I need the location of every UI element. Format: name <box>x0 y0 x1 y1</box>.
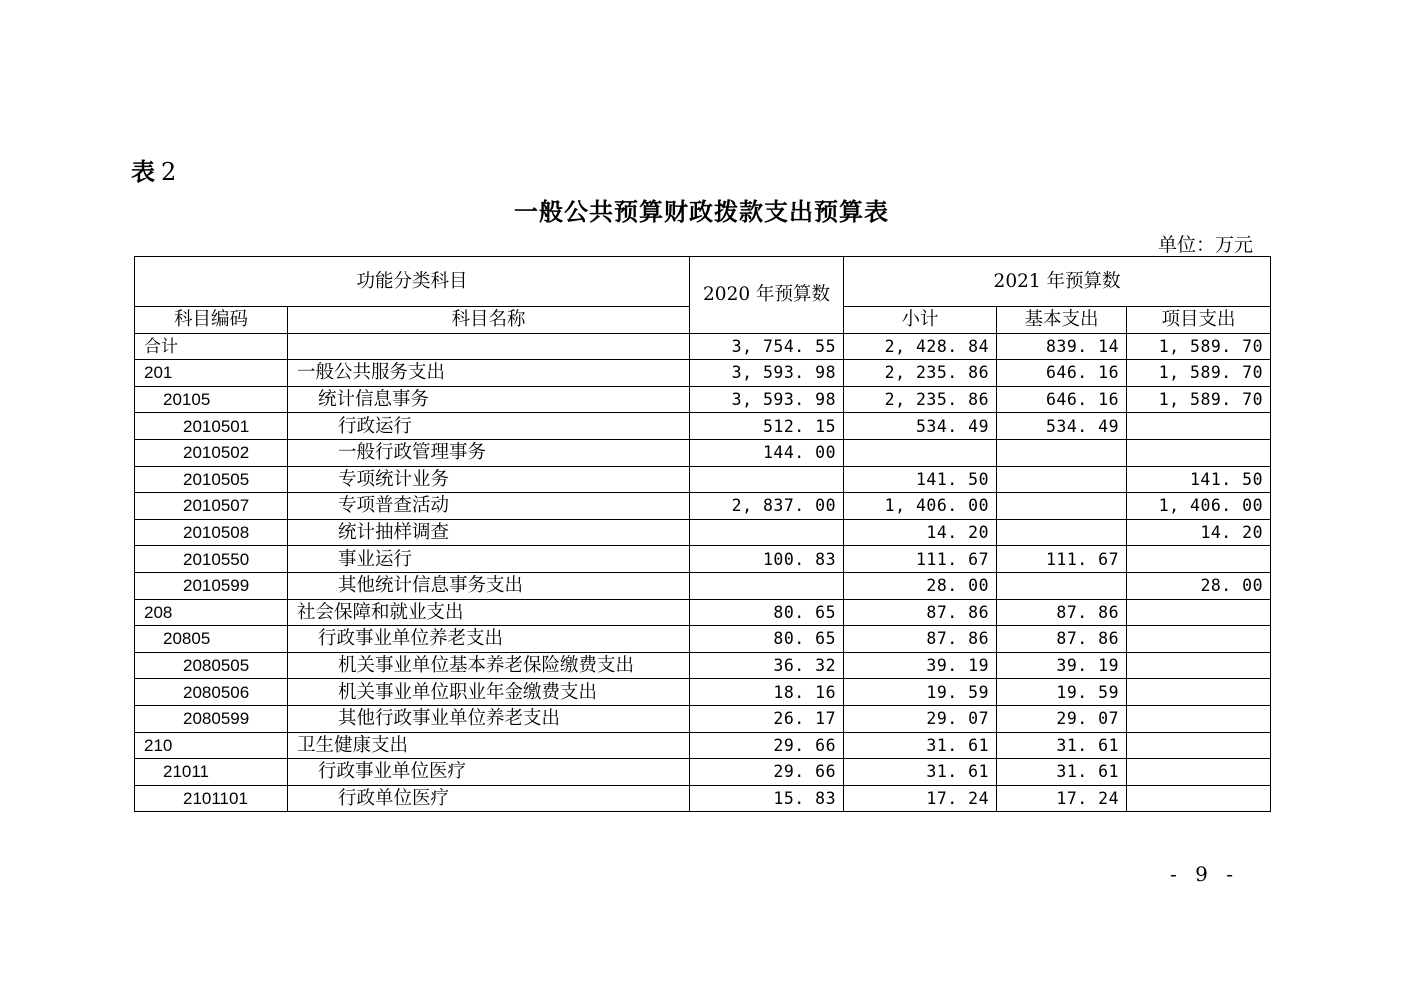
basic-cell <box>997 439 1127 466</box>
table-number: 2 <box>161 158 177 186</box>
code-cell: 21011 <box>135 759 288 786</box>
table-row <box>135 572 1271 599</box>
name-cell: 行政事业单位医疗 <box>288 759 690 786</box>
table-label <box>131 152 176 187</box>
name-cell: 统计信息事务 <box>288 386 690 413</box>
basic-cell: 19. 59 <box>997 679 1127 706</box>
budget-2020-cell <box>690 572 844 599</box>
subtotal-cell: 14. 20 <box>844 519 997 546</box>
table-row <box>135 519 1271 546</box>
page-number: - 9 - <box>1170 862 1239 886</box>
code-cell: 合计 <box>135 333 288 360</box>
code-cell: 2010502 <box>135 439 288 466</box>
project-cell: 141. 50 <box>1127 466 1271 493</box>
name-cell: 一般行政管理事务 <box>288 439 690 466</box>
table-row <box>135 546 1271 573</box>
basic-cell: 111. 67 <box>997 546 1127 573</box>
project-cell: 1, 589. 70 <box>1127 333 1271 360</box>
code-cell: 208 <box>135 599 288 626</box>
basic-cell: 39. 19 <box>997 652 1127 679</box>
table-row <box>135 413 1271 440</box>
basic-cell: 17. 24 <box>997 785 1127 812</box>
code-cell: 201 <box>135 360 288 387</box>
project-cell <box>1127 413 1271 440</box>
budget-2020-cell: 3, 593. 98 <box>690 360 844 387</box>
basic-cell <box>997 572 1127 599</box>
budget-2020-cell: 100. 83 <box>690 546 844 573</box>
project-cell <box>1127 626 1271 653</box>
unit-label: 单位：万元 <box>1157 234 1253 256</box>
project-cell: 14. 20 <box>1127 519 1271 546</box>
budget-2020-cell: 36. 32 <box>690 652 844 679</box>
budget-2020-cell: 29. 66 <box>690 732 844 759</box>
header-functional-category: 功能分类科目 <box>135 257 690 307</box>
code-cell: 2101101 <box>135 785 288 812</box>
code-cell: 2080599 <box>135 705 288 732</box>
code-cell: 2010505 <box>135 466 288 493</box>
header-basic: 基本支出 <box>997 307 1127 334</box>
project-cell <box>1127 439 1271 466</box>
budget-2020-cell <box>690 519 844 546</box>
table-row <box>135 705 1271 732</box>
code-cell: 2010550 <box>135 546 288 573</box>
subtotal-cell: 31. 61 <box>844 759 997 786</box>
subtotal-cell: 31. 61 <box>844 732 997 759</box>
table-row <box>135 466 1271 493</box>
basic-cell: 646. 16 <box>997 386 1127 413</box>
table-row <box>135 652 1271 679</box>
table-row <box>135 785 1271 812</box>
project-cell <box>1127 679 1271 706</box>
table-row <box>135 493 1271 520</box>
budget-2020-cell <box>690 466 844 493</box>
budget-2020-cell: 512. 15 <box>690 413 844 440</box>
basic-cell <box>997 466 1127 493</box>
basic-cell: 87. 86 <box>997 599 1127 626</box>
project-cell <box>1127 785 1271 812</box>
project-cell <box>1127 599 1271 626</box>
table-label-text: 表 <box>131 157 155 186</box>
project-cell: 1, 406. 00 <box>1127 493 1271 520</box>
name-cell: 社会保障和就业支出 <box>288 599 690 626</box>
header-subtotal: 小计 <box>844 307 997 334</box>
header-code: 科目编码 <box>135 307 288 334</box>
code-cell: 2010599 <box>135 572 288 599</box>
subtotal-cell: 534. 49 <box>844 413 997 440</box>
budget-2020-cell: 3, 593. 98 <box>690 386 844 413</box>
subtotal-cell: 28. 00 <box>844 572 997 599</box>
budget-2020-cell: 144. 00 <box>690 439 844 466</box>
code-cell: 2010507 <box>135 493 288 520</box>
project-cell: 1, 589. 70 <box>1127 386 1271 413</box>
table-body <box>135 333 1271 812</box>
budget-2020-cell: 18. 16 <box>690 679 844 706</box>
table-row <box>135 386 1271 413</box>
table-row <box>135 759 1271 786</box>
code-cell: 2080505 <box>135 652 288 679</box>
subtotal-cell: 141. 50 <box>844 466 997 493</box>
table-row <box>135 439 1271 466</box>
table-row <box>135 599 1271 626</box>
basic-cell: 87. 86 <box>997 626 1127 653</box>
basic-cell <box>997 519 1127 546</box>
subtotal-cell: 2, 235. 86 <box>844 360 997 387</box>
basic-cell: 646. 16 <box>997 360 1127 387</box>
name-cell <box>288 333 690 360</box>
budget-2020-cell: 3, 754. 55 <box>690 333 844 360</box>
project-cell <box>1127 652 1271 679</box>
name-cell: 专项普查活动 <box>288 493 690 520</box>
name-cell: 专项统计业务 <box>288 466 690 493</box>
project-cell <box>1127 705 1271 732</box>
subtotal-cell: 29. 07 <box>844 705 997 732</box>
page-title: 一般公共预算财政拨款支出预算表 <box>514 197 889 226</box>
subtotal-cell: 87. 86 <box>844 599 997 626</box>
table-row <box>135 679 1271 706</box>
project-cell <box>1127 759 1271 786</box>
subtotal-cell: 39. 19 <box>844 652 997 679</box>
header-budget-2020: 2020 年预算数 <box>690 257 844 334</box>
subtotal-cell: 19. 59 <box>844 679 997 706</box>
subtotal-cell: 2, 428. 84 <box>844 333 997 360</box>
table-row <box>135 333 1271 360</box>
budget-2020-cell: 80. 65 <box>690 599 844 626</box>
basic-cell: 31. 61 <box>997 759 1127 786</box>
basic-cell: 839. 14 <box>997 333 1127 360</box>
name-cell: 一般公共服务支出 <box>288 360 690 387</box>
code-cell: 2010501 <box>135 413 288 440</box>
code-cell: 210 <box>135 732 288 759</box>
project-cell <box>1127 732 1271 759</box>
budget-2020-cell: 29. 66 <box>690 759 844 786</box>
table-row <box>135 360 1271 387</box>
code-cell: 20805 <box>135 626 288 653</box>
name-cell: 其他统计信息事务支出 <box>288 572 690 599</box>
name-cell: 事业运行 <box>288 546 690 573</box>
name-cell: 卫生健康支出 <box>288 732 690 759</box>
budget-2020-cell: 15. 83 <box>690 785 844 812</box>
name-cell: 行政运行 <box>288 413 690 440</box>
project-cell <box>1127 546 1271 573</box>
budget-2020-cell: 80. 65 <box>690 626 844 653</box>
name-cell: 机关事业单位职业年金缴费支出 <box>288 679 690 706</box>
header-row-1 <box>135 257 1271 307</box>
header-name: 科目名称 <box>288 307 690 334</box>
subtotal-cell: 87. 86 <box>844 626 997 653</box>
code-cell: 2010508 <box>135 519 288 546</box>
subtotal-cell: 111. 67 <box>844 546 997 573</box>
budget-table <box>134 256 1271 812</box>
name-cell: 行政事业单位养老支出 <box>288 626 690 653</box>
budget-2020-cell: 2, 837. 00 <box>690 493 844 520</box>
subtotal-cell <box>844 439 997 466</box>
name-cell: 其他行政事业单位养老支出 <box>288 705 690 732</box>
name-cell: 机关事业单位基本养老保险缴费支出 <box>288 652 690 679</box>
basic-cell: 534. 49 <box>997 413 1127 440</box>
code-cell: 20105 <box>135 386 288 413</box>
budget-2020-cell: 26. 17 <box>690 705 844 732</box>
header-project: 项目支出 <box>1127 307 1271 334</box>
project-cell: 28. 00 <box>1127 572 1271 599</box>
name-cell: 统计抽样调查 <box>288 519 690 546</box>
basic-cell: 31. 61 <box>997 732 1127 759</box>
name-cell: 行政单位医疗 <box>288 785 690 812</box>
table-row <box>135 626 1271 653</box>
subtotal-cell: 17. 24 <box>844 785 997 812</box>
project-cell: 1, 589. 70 <box>1127 360 1271 387</box>
table-row <box>135 732 1271 759</box>
subtotal-cell: 2, 235. 86 <box>844 386 997 413</box>
subtotal-cell: 1, 406. 00 <box>844 493 997 520</box>
code-cell: 2080506 <box>135 679 288 706</box>
basic-cell <box>997 493 1127 520</box>
basic-cell: 29. 07 <box>997 705 1127 732</box>
header-budget-2021: 2021 年预算数 <box>844 257 1271 307</box>
